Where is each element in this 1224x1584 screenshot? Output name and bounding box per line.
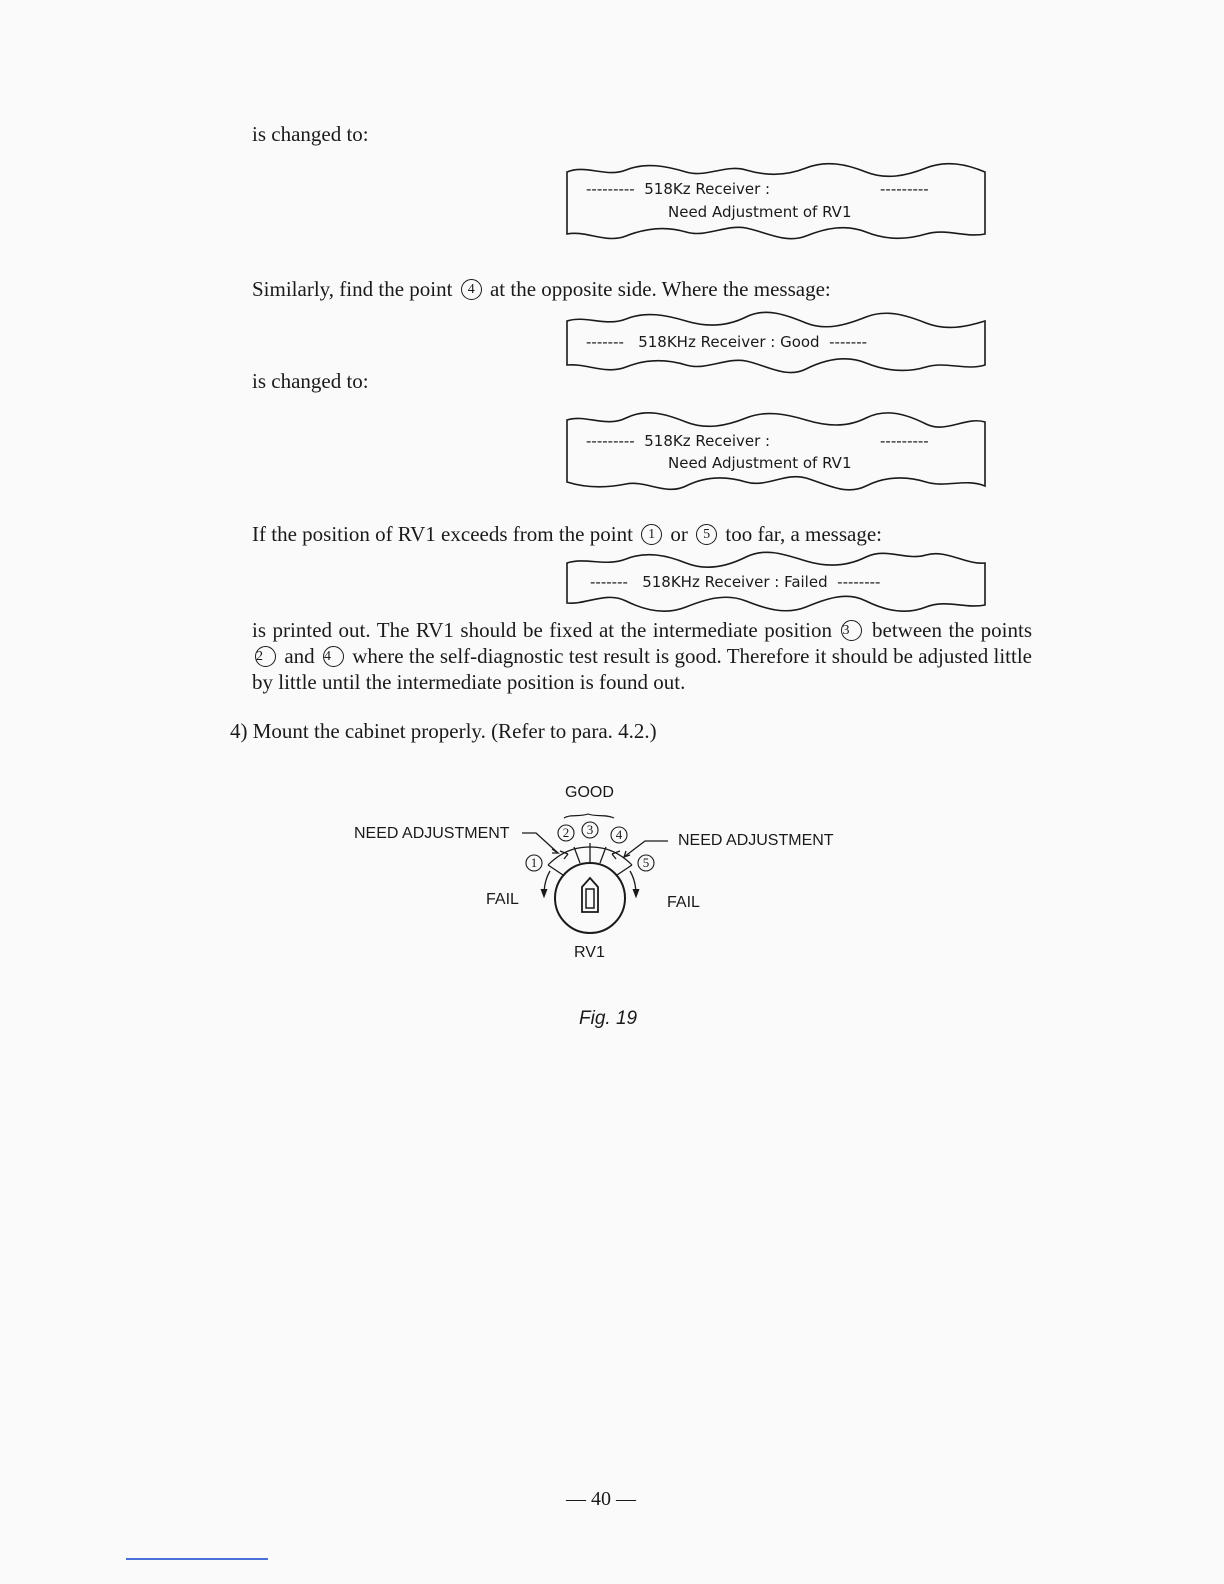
need-adjustment-left-label: NEED ADJUSTMENT (354, 825, 510, 842)
exceeds-or: or (670, 522, 688, 546)
marker-4: 4 (615, 827, 623, 842)
receiver-label: 518Kz Receiver : (644, 180, 771, 198)
printed-and: and (284, 644, 315, 668)
circled-number-5: 5 (696, 524, 717, 545)
figure-caption: Fig. 19 (579, 1008, 638, 1029)
torn-paper-outline (566, 162, 986, 240)
tick-4 (600, 847, 606, 863)
printed-text-b: between the points (872, 618, 1033, 642)
similarly-sentence (252, 276, 831, 302)
marker-1: 1 (530, 855, 538, 870)
printed-text-a: is printed out. The RV1 should be fixed at the intermediate position (252, 618, 832, 642)
tick-1 (548, 865, 563, 875)
good-bracket (564, 814, 614, 818)
tick-5 (617, 865, 632, 875)
dashes-left: --------- (586, 432, 635, 450)
receiver-failed-text: 518KHz Receiver : Failed (642, 573, 828, 591)
message-box-need-adjustment-2 (566, 412, 986, 490)
tick-2 (574, 847, 580, 863)
exceeds-text-b: too far, a message: (725, 522, 883, 546)
dashes-right: -------- (837, 573, 881, 591)
exceeds-sentence (252, 521, 882, 547)
rv1-knob-outline (555, 863, 625, 933)
circled-number-1: 1 (641, 524, 662, 545)
fail-right-label: FAIL (667, 894, 700, 911)
marker-5: 5 (642, 855, 650, 870)
good-label: GOOD (565, 784, 614, 801)
dashes-left: --------- (586, 180, 635, 198)
dashes-right: ------- (829, 333, 868, 351)
message-box-good (566, 313, 986, 371)
exceeds-text-a: If the position of RV1 exceeds from the point (252, 522, 633, 546)
circled-number-4: 4 (323, 646, 344, 667)
circled-number-3: 3 (841, 620, 862, 641)
message-box-failed (566, 553, 986, 611)
receiver-good-text: 518KHz Receiver : Good (638, 333, 820, 351)
receiver-label: 518Kz Receiver : (644, 432, 771, 450)
rv1-label: RV1 (574, 944, 605, 961)
circled-number-4: 4 (461, 279, 482, 300)
dashes-left: ------- (590, 573, 628, 591)
dashes-right: --------- (880, 432, 929, 450)
knob-slot (586, 889, 594, 908)
is-changed-to-1: is changed to: (252, 122, 369, 146)
similarly-text-a: Similarly, find the point (252, 277, 453, 301)
fail-left-label: FAIL (486, 891, 519, 908)
is-changed-to-2: is changed to: (252, 369, 369, 393)
page-number: — 40 — (566, 1488, 636, 1510)
step-4-mount-cabinet: 4) Mount the cabinet properly. (Refer to para. 4.2.) (230, 719, 657, 743)
marker-3: 3 (586, 822, 594, 837)
message-box-need-adjustment-1 (566, 162, 986, 240)
similarly-text-b: at the opposite side. Where the message: (489, 277, 831, 301)
need-adjustment-right-label: NEED ADJUSTMENT (678, 832, 834, 849)
bottom-rule (126, 1558, 268, 1560)
potentiometer-diagram (500, 805, 680, 940)
marker-2: 2 (562, 825, 570, 840)
knob-pointer-shape (582, 878, 598, 912)
adjustment-message: Need Adjustment of RV1 (668, 203, 852, 221)
dashes-left: ------- (586, 333, 624, 351)
adjustment-message: Need Adjustment of RV1 (668, 454, 852, 472)
printed-out-paragraph (252, 617, 1032, 695)
torn-paper-outline (566, 412, 986, 490)
dashes-right: --------- (880, 180, 929, 198)
printed-text-c: where the self-diagnostic test result is good. Therefore it should be adjusted little by little until the intermediate position is found out. (252, 644, 1033, 694)
circled-number-2: 2 (255, 646, 276, 667)
